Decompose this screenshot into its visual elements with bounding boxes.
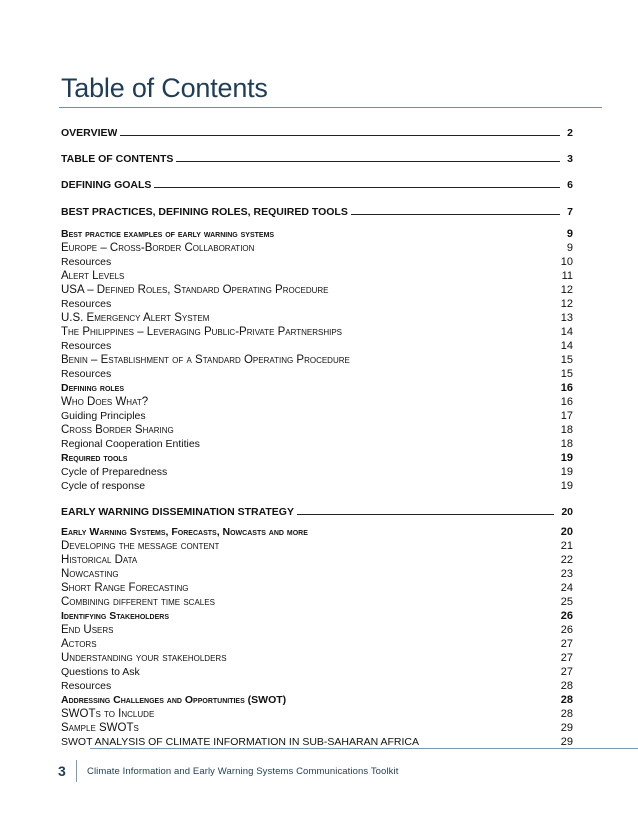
toc-page-number: 13 bbox=[560, 312, 573, 324]
toc-leader-line bbox=[351, 214, 560, 215]
toc-page-number: 22 bbox=[560, 554, 573, 566]
toc-entry-text: Who Does What? bbox=[61, 396, 149, 408]
toc-entry-defining-goals[interactable] bbox=[61, 176, 573, 191]
toc-page-number: 2 bbox=[567, 127, 573, 139]
toc-page-number: 28 bbox=[560, 680, 573, 692]
toc-entry-text: USA – Defined Roles, Standard Operating Procedure bbox=[61, 284, 329, 296]
toc-entry-text: TABLE OF CONTENTS bbox=[61, 153, 174, 165]
toc-entry-text: Cycle of Preparedness bbox=[61, 466, 168, 478]
toc-entry-text: Cycle of response bbox=[61, 480, 146, 492]
toc-entry-text: Best practice examples of early warning systems bbox=[61, 228, 275, 240]
toc-page-number: 24 bbox=[560, 582, 573, 594]
toc-page-number: 18 bbox=[560, 438, 573, 450]
toc-page-number: 29 bbox=[560, 736, 573, 748]
toc-entry-text: Guiding Principles bbox=[61, 410, 146, 422]
toc-entry-text: OVERVIEW bbox=[61, 127, 118, 139]
toc-page-number: 19 bbox=[560, 452, 573, 464]
footer-doc-title: Climate Information and Early Warning Systems Communications Toolkit bbox=[87, 765, 399, 777]
toc-entry-best-practices[interactable] bbox=[61, 203, 573, 218]
toc-entry[interactable] bbox=[61, 553, 573, 566]
toc-page-number: 15 bbox=[560, 354, 573, 366]
toc-page-number: 27 bbox=[560, 666, 573, 678]
toc-entry-text: Regional Cooperation Entities bbox=[61, 438, 200, 450]
toc-entry[interactable] bbox=[61, 367, 573, 380]
toc-page-number: 12 bbox=[560, 298, 573, 310]
toc-entry-text: Actors bbox=[61, 638, 97, 650]
toc-entry[interactable] bbox=[61, 297, 573, 310]
toc-entry-text: Alert Levels bbox=[61, 270, 125, 282]
toc-page-number: 16 bbox=[560, 396, 573, 408]
table-of-contents bbox=[61, 0, 573, 760]
toc-entry-text: Resources bbox=[61, 368, 112, 380]
toc-entry-dissemination-strategy[interactable] bbox=[61, 503, 573, 518]
page-footer bbox=[58, 760, 398, 782]
toc-page-number: 23 bbox=[560, 568, 573, 580]
toc-entry[interactable] bbox=[61, 693, 573, 706]
toc-entry[interactable] bbox=[61, 525, 573, 538]
toc-page-number: 17 bbox=[560, 410, 573, 422]
toc-entry-text: Early Warning Systems, Forecasts, Nowcasts and more bbox=[61, 526, 308, 538]
toc-entry[interactable] bbox=[61, 735, 573, 748]
toc-entry[interactable] bbox=[61, 665, 573, 678]
toc-page-number: 18 bbox=[560, 424, 573, 436]
toc-page-number: 25 bbox=[560, 596, 573, 608]
toc-entry-table-of-contents[interactable] bbox=[61, 150, 573, 165]
toc-entry[interactable] bbox=[61, 269, 573, 282]
toc-entry[interactable] bbox=[61, 339, 573, 352]
footer-separator bbox=[76, 760, 77, 782]
toc-page-number: 14 bbox=[560, 326, 573, 338]
toc-entry[interactable] bbox=[61, 465, 573, 478]
toc-entry[interactable] bbox=[61, 567, 573, 580]
toc-entry[interactable] bbox=[61, 283, 573, 296]
toc-page-number: 19 bbox=[560, 466, 573, 478]
toc-entry-text: Short Range Forecasting bbox=[61, 582, 189, 594]
toc-leader-line bbox=[120, 135, 560, 136]
toc-entry[interactable] bbox=[61, 721, 573, 734]
toc-entry-text: Nowcasting bbox=[61, 568, 119, 580]
toc-page-number: 10 bbox=[560, 256, 573, 268]
toc-entry-text: End Users bbox=[61, 624, 114, 636]
toc-page-number: 20 bbox=[560, 526, 573, 538]
toc-entry-text: Developing the message content bbox=[61, 540, 220, 552]
toc-entry-text: Questions to Ask bbox=[61, 666, 140, 678]
toc-entry-text: Identifying Stakeholders bbox=[61, 610, 169, 622]
toc-entry-overview[interactable] bbox=[61, 124, 573, 139]
toc-page-number: 9 bbox=[566, 242, 573, 254]
toc-page-number: 19 bbox=[560, 480, 573, 492]
toc-entry-text: Sample SWOTs bbox=[61, 722, 139, 734]
toc-entry[interactable] bbox=[61, 479, 573, 492]
toc-entry[interactable] bbox=[61, 325, 573, 338]
toc-entry-text: SWOT ANALYSIS OF CLIMATE INFORMATION IN SUB-SAHARAN AFRICA bbox=[61, 736, 420, 748]
toc-page-number: 11 bbox=[561, 270, 573, 282]
toc-entry-text: SWOTs to Include bbox=[61, 708, 155, 720]
toc-page-number: 12 bbox=[560, 284, 573, 296]
toc-page-number: 7 bbox=[567, 206, 573, 218]
toc-entry[interactable] bbox=[61, 539, 573, 552]
toc-entry-text: Historical Data bbox=[61, 554, 138, 566]
toc-page-number: 6 bbox=[567, 179, 573, 191]
toc-entry[interactable] bbox=[61, 637, 573, 650]
toc-page-number: 29 bbox=[560, 722, 573, 734]
toc-entry-text: U.S. Emergency Alert System bbox=[61, 312, 210, 324]
toc-leader-line bbox=[154, 187, 560, 188]
page-number: 3 bbox=[58, 763, 66, 779]
toc-page-number: 28 bbox=[560, 708, 573, 720]
toc-entry[interactable] bbox=[61, 395, 573, 408]
toc-entry[interactable] bbox=[61, 679, 573, 692]
toc-page-number: 14 bbox=[560, 340, 573, 352]
toc-entry[interactable] bbox=[61, 311, 573, 324]
toc-entry[interactable] bbox=[61, 437, 573, 450]
page-title: Table of Contents bbox=[61, 73, 268, 103]
toc-page-number: 27 bbox=[560, 638, 573, 650]
toc-entry[interactable] bbox=[61, 609, 573, 622]
toc-page-number: 26 bbox=[560, 610, 573, 622]
toc-entry[interactable] bbox=[61, 581, 573, 594]
toc-entry-text: Resources bbox=[61, 680, 112, 692]
toc-entry[interactable] bbox=[61, 651, 573, 664]
toc-entry-text: Resources bbox=[61, 256, 112, 268]
toc-entry[interactable] bbox=[61, 241, 573, 254]
toc-leader-line bbox=[297, 514, 554, 515]
toc-page-number: 26 bbox=[560, 624, 573, 636]
toc-entry-text: DEFINING GOALS bbox=[61, 179, 152, 191]
toc-entry[interactable] bbox=[61, 255, 573, 268]
toc-entry[interactable] bbox=[61, 595, 573, 608]
toc-entry[interactable] bbox=[61, 423, 573, 436]
toc-leader-line bbox=[176, 161, 560, 162]
toc-entry-text: Addressing Challenges and Opportunities (SWOT) bbox=[61, 694, 287, 706]
toc-page-number: 16 bbox=[560, 382, 573, 394]
toc-entry-text: Required tools bbox=[61, 452, 128, 464]
toc-entry-text: Europe – Cross-Border Collaboration bbox=[61, 242, 255, 254]
toc-entry[interactable] bbox=[61, 707, 573, 720]
toc-page-number: 9 bbox=[566, 228, 573, 240]
toc-page-number: 20 bbox=[561, 506, 573, 518]
toc-entry[interactable] bbox=[61, 451, 573, 464]
toc-entry-text: Understanding your stakeholders bbox=[61, 652, 227, 664]
toc-entry-text: Resources bbox=[61, 340, 112, 352]
toc-entry-text: Defining roles bbox=[61, 382, 125, 394]
toc-entry-text: EARLY WARNING DISSEMINATION STRATEGY bbox=[61, 506, 294, 518]
toc-entry[interactable] bbox=[61, 227, 573, 240]
toc-page-number: 21 bbox=[560, 540, 573, 552]
toc-entry[interactable] bbox=[61, 409, 573, 422]
toc-entry-text: BEST PRACTICES, DEFINING ROLES, REQUIRED TOOLS bbox=[61, 206, 348, 218]
toc-page-number: 28 bbox=[560, 694, 573, 706]
toc-entry-text: Benin – Establishment of a Standard Operating Procedure bbox=[61, 354, 350, 366]
toc-page-number: 3 bbox=[567, 153, 573, 165]
toc-entry-text: Cross Border Sharing bbox=[61, 424, 174, 436]
toc-page-number: 15 bbox=[560, 368, 573, 380]
footer-divider bbox=[90, 748, 638, 749]
toc-entry[interactable] bbox=[61, 623, 573, 636]
toc-entry[interactable] bbox=[61, 353, 573, 366]
toc-entry-text: The Philippines – Leveraging Public-Private Partnerships bbox=[61, 326, 343, 338]
toc-entry-text: Combining different time scales bbox=[61, 596, 215, 608]
toc-page-number: 27 bbox=[560, 652, 573, 664]
toc-entry[interactable] bbox=[61, 381, 573, 394]
toc-entry-text: Resources bbox=[61, 298, 112, 310]
